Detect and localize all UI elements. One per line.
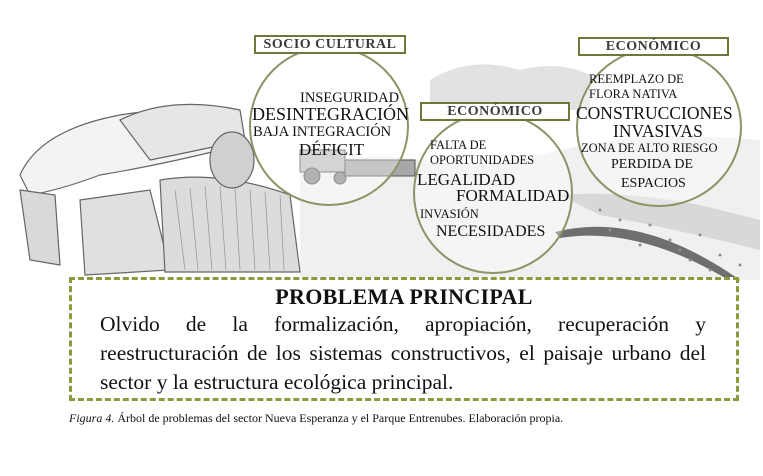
figure-caption-label: Figura 4. (69, 411, 115, 425)
item-deficit: DÉFICIT (299, 140, 365, 159)
main-problem-box (69, 277, 739, 401)
main-problem-text: Olvido de la formalización, apropiación, recuperación y reestructuración de los sistemas constructivos, el paisaje urbano del sector y la estructura ecológica principal. (100, 312, 706, 394)
economico-right-label: ECONÓMICO (578, 37, 729, 56)
item-perdida-de: PERDIDA DE (611, 157, 694, 172)
figure-caption (69, 411, 563, 426)
item-reemplazo-de: REEMPLAZO DE (589, 72, 684, 86)
item-invasion: INVASIÓN (420, 207, 479, 221)
item-espacios: ESPACIOS (621, 176, 686, 191)
item-oportunidades: OPORTUNIDADES (430, 153, 535, 167)
main-problem-title: PROBLEMA PRINCIPAL (275, 284, 533, 309)
item-inseguridad: INSEGURIDAD (300, 90, 400, 106)
economico-center-label: ECONÓMICO (420, 102, 570, 121)
item-invasivas: INVASIVAS (613, 121, 703, 141)
item-necesidades: NECESIDADES (436, 223, 546, 240)
item-zona-alto-riesgo: ZONA DE ALTO RIESGO (581, 141, 718, 155)
item-flora-nativa: FLORA NATIVA (589, 87, 678, 101)
figure-caption-text: Árbol de problemas del sector Nueva Esperanza y el Parque Entrenubes. Elaboración propia. (114, 411, 564, 425)
socio-cultural-label: SOCIO CULTURAL (254, 35, 406, 54)
item-legalidad: LEGALIDAD (417, 170, 516, 189)
item-falta-de: FALTA DE (430, 138, 487, 152)
item-formalidad: FORMALIDAD (456, 186, 570, 205)
item-construcciones: CONSTRUCCIONES (576, 103, 733, 123)
item-desintegracion: DESINTEGRACIÓN (252, 104, 409, 124)
item-baja-integracion: BAJA INTEGRACIÓN (253, 124, 392, 140)
